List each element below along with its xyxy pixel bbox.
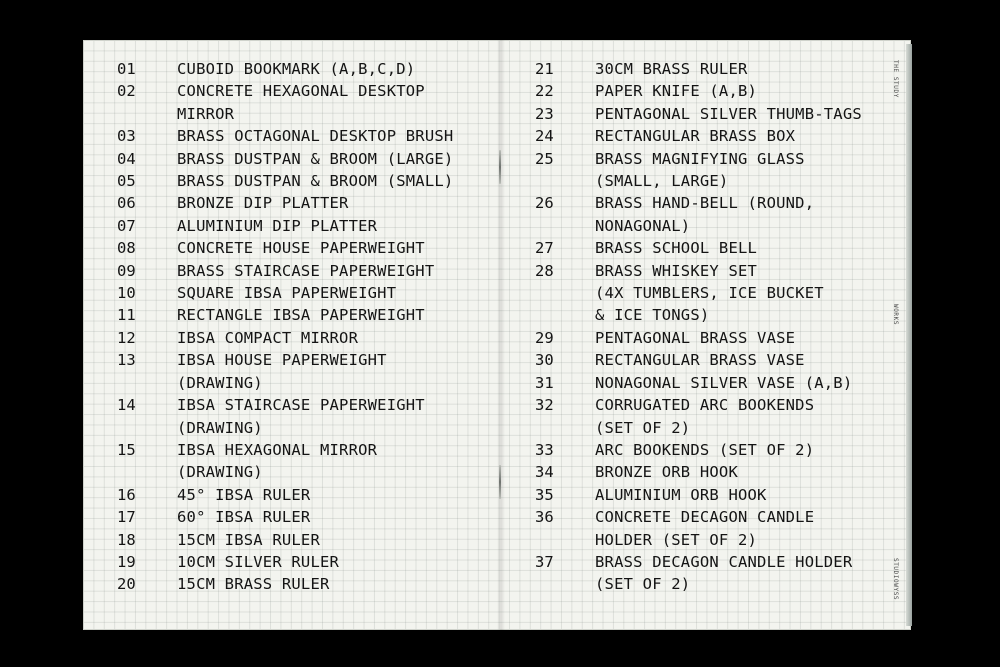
item-number: 13: [117, 351, 136, 370]
item-title: PENTAGONAL BRASS VASE: [595, 328, 796, 347]
list-item: [117, 327, 492, 349]
left-page-list: [117, 58, 492, 596]
item-title: 60° IBSA RULER: [177, 508, 311, 527]
list-item: [117, 282, 492, 304]
item-number: 35: [535, 485, 554, 504]
item-number: 06: [117, 194, 136, 213]
item-number: 17: [117, 508, 136, 527]
item-number: 29: [535, 328, 554, 347]
list-item: [117, 148, 492, 170]
item-title: CORRUGATED ARC BOOKENDS (SET OF 2): [595, 396, 815, 437]
list-item: [117, 260, 492, 282]
item-title: BRASS DUSTPAN & BROOM (LARGE): [177, 149, 454, 168]
item-number: 09: [117, 261, 136, 280]
list-item: [535, 192, 885, 237]
item-title: BRONZE DIP PLATTER: [177, 194, 349, 213]
item-number: 32: [535, 396, 554, 415]
item-number: 11: [117, 306, 136, 325]
center-gutter: [497, 40, 505, 630]
item-title: IBSA HEXAGONAL MIRROR (DRAWING): [177, 440, 378, 482]
list-item: [117, 349, 492, 394]
item-number: 16: [117, 485, 136, 504]
list-item: [535, 260, 885, 327]
list-item: [535, 484, 885, 506]
item-number: 05: [117, 172, 136, 191]
item-title: RECTANGLE IBSA PAPERWEIGHT: [177, 306, 425, 325]
item-number: 37: [535, 552, 554, 571]
list-item: [117, 394, 492, 439]
list-item: [535, 506, 885, 551]
item-number: 34: [535, 463, 554, 482]
item-number: 15: [117, 440, 136, 459]
list-item: [117, 192, 492, 214]
item-title: CONCRETE HEXAGONAL DESKTOP MIRROR: [177, 82, 425, 123]
item-number: 07: [117, 216, 136, 235]
staple-top: [499, 150, 501, 184]
item-number: 20: [117, 575, 136, 594]
side-label-bottom: STUDIOWYSS: [892, 558, 899, 601]
item-title: BRASS STAIRCASE PAPERWEIGHT: [177, 261, 435, 280]
item-number: 33: [535, 440, 554, 459]
right-page-list: [535, 58, 885, 596]
item-title: BRASS HAND-BELL (ROUND, NONAGONAL): [595, 194, 815, 235]
item-title: 30CM BRASS RULER: [595, 60, 748, 78]
item-title: CUBOID BOOKMARK (A,B,C,D): [177, 60, 416, 78]
item-title: IBSA STAIRCASE PAPERWEIGHT (DRAWING): [177, 396, 425, 437]
item-title: ALUMINIUM ORB HOOK: [595, 485, 767, 504]
list-item: [535, 461, 885, 483]
item-title: BRASS SCHOOL BELL: [595, 239, 758, 258]
item-title: RECTANGULAR BRASS BOX: [595, 127, 796, 146]
list-item: [117, 170, 492, 192]
page-edge: [906, 44, 912, 626]
staple-bottom: [499, 465, 501, 499]
list-item: [117, 125, 492, 147]
item-title: 45° IBSA RULER: [177, 485, 311, 504]
item-number: 30: [535, 351, 554, 370]
item-number: 24: [535, 127, 554, 146]
list-item: [535, 148, 885, 193]
item-title: 15CM BRASS RULER: [177, 575, 330, 594]
item-number: 01: [117, 60, 136, 78]
item-title: 15CM IBSA RULER: [177, 530, 320, 549]
item-number: 12: [117, 328, 136, 347]
item-title: 10CM SILVER RULER: [177, 552, 340, 571]
item-number: 31: [535, 373, 554, 392]
item-title: BRASS OCTAGONAL DESKTOP BRUSH: [177, 127, 454, 146]
list-item: [117, 551, 492, 573]
item-title: BRASS DECAGON CANDLE HOLDER (SET OF 2): [595, 552, 853, 594]
list-item: [535, 372, 885, 394]
item-title: PAPER KNIFE (A,B): [595, 82, 758, 101]
item-title: BRONZE ORB HOOK: [595, 463, 738, 482]
list-item: [535, 551, 885, 596]
list-item: [117, 215, 492, 237]
list-item: [535, 349, 885, 371]
item-title: BRASS DUSTPAN & BROOM (SMALL): [177, 172, 454, 191]
list-item: [535, 80, 885, 102]
list-item: [117, 506, 492, 528]
item-number: 21: [535, 60, 554, 78]
item-number: 36: [535, 508, 554, 527]
item-title: SQUARE IBSA PAPERWEIGHT: [177, 284, 397, 303]
item-title: BRASS WHISKEY SET (4X TUMBLERS, ICE BUCKET & ICE TONGS): [595, 261, 824, 325]
item-title: IBSA COMPACT MIRROR: [177, 328, 359, 347]
item-title: CONCRETE DECAGON CANDLE HOLDER (SET OF 2): [595, 508, 815, 549]
list-item: [117, 439, 492, 484]
item-title: RECTANGULAR BRASS VASE: [595, 351, 805, 370]
item-number: 04: [117, 149, 136, 168]
item-title: BRASS MAGNIFYING GLASS (SMALL, LARGE): [595, 149, 805, 191]
list-item: [117, 58, 492, 80]
list-item: [117, 573, 492, 595]
list-item: [535, 327, 885, 349]
item-title: IBSA HOUSE PAPERWEIGHT (DRAWING): [177, 351, 387, 392]
item-number: 22: [535, 82, 554, 101]
list-item: [535, 58, 885, 80]
list-item: [535, 394, 885, 439]
item-number: 25: [535, 149, 554, 168]
list-item: [535, 439, 885, 461]
item-number: 02: [117, 82, 136, 101]
item-number: 28: [535, 261, 554, 280]
item-title: CONCRETE HOUSE PAPERWEIGHT: [177, 239, 425, 258]
item-title: PENTAGONAL SILVER THUMB-TAGS: [595, 104, 862, 123]
list-item: [117, 529, 492, 551]
side-label-top: THE STUDY: [892, 60, 899, 98]
item-number: 18: [117, 530, 136, 549]
item-number: 23: [535, 104, 554, 123]
list-item: [117, 237, 492, 259]
side-label-middle: WORKS: [892, 304, 899, 326]
item-number: 19: [117, 552, 136, 571]
list-item: [117, 304, 492, 326]
list-item: [535, 237, 885, 259]
list-item: [117, 484, 492, 506]
item-title: ARC BOOKENDS (SET OF 2): [595, 440, 815, 459]
item-number: 27: [535, 239, 554, 258]
item-number: 03: [117, 127, 136, 146]
item-number: 14: [117, 396, 136, 415]
item-number: 10: [117, 284, 136, 303]
item-title: NONAGONAL SILVER VASE (A,B): [595, 373, 853, 392]
list-item: [535, 103, 885, 125]
list-item: [535, 125, 885, 147]
item-number: 08: [117, 239, 136, 258]
item-title: ALUMINIUM DIP PLATTER: [177, 216, 378, 235]
item-number: 26: [535, 194, 554, 213]
list-item: [117, 80, 492, 125]
